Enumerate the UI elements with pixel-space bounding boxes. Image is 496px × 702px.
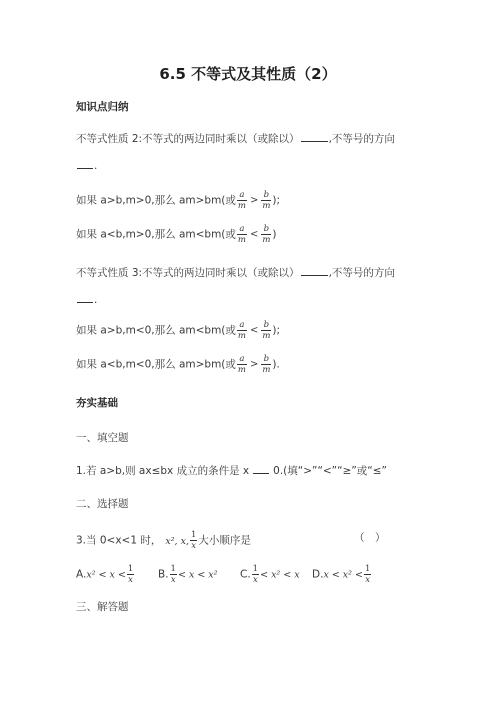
numerator: a bbox=[239, 354, 245, 364]
question-1-prefix: 1.若 a>b,则 ax≤bx 成立的条件是 x bbox=[76, 465, 250, 477]
numerator: b bbox=[263, 354, 270, 364]
fraction bbox=[237, 224, 247, 245]
numerator: 1 bbox=[190, 530, 197, 540]
question-3-suffix: 大小顺序是 bbox=[198, 534, 251, 547]
denominator: m bbox=[237, 201, 246, 211]
question-3-prefix: 3.当 0<x<1 时， bbox=[76, 534, 162, 547]
property-2-line bbox=[76, 130, 395, 146]
numerator: a bbox=[239, 190, 245, 200]
operator: > bbox=[249, 195, 259, 206]
section-heading-knowledge: 知识点归纳 bbox=[76, 101, 129, 113]
answer-blank bbox=[253, 462, 269, 474]
option-b bbox=[158, 564, 217, 585]
denominator: x bbox=[191, 541, 197, 551]
case-4 bbox=[76, 354, 280, 375]
property-2-text: 不等式性质 2:不等式的两边同时乘以（或除以） bbox=[76, 133, 300, 145]
case-2-prefix: 如果 a<b,m>0,那么 am<bm(或 bbox=[76, 228, 236, 241]
operator: < bbox=[249, 229, 259, 240]
option-b-label: B. bbox=[158, 568, 169, 581]
option-a bbox=[76, 564, 135, 585]
denominator: m bbox=[262, 235, 271, 245]
answer-blank bbox=[77, 157, 93, 169]
property-2-suffix: ,不等号的方向 bbox=[328, 133, 395, 145]
question-1 bbox=[76, 462, 387, 478]
numerator: b bbox=[263, 224, 270, 234]
operator: < bbox=[249, 325, 259, 336]
case-3-prefix: 如果 a>b,m<0,那么 am<bm(或 bbox=[76, 324, 236, 337]
option-c-label: C. bbox=[240, 568, 251, 581]
part-1-heading: 一、填空题 bbox=[76, 432, 129, 444]
case-2 bbox=[76, 224, 277, 245]
option-d-expr: x < x² < bbox=[323, 569, 363, 581]
fraction bbox=[261, 224, 271, 245]
denominator: m bbox=[237, 365, 246, 375]
property-2-line-2 bbox=[76, 157, 97, 172]
part-3-heading: 三、解答题 bbox=[76, 601, 129, 613]
property-3-line bbox=[76, 264, 395, 280]
numerator: a bbox=[239, 224, 245, 234]
fraction bbox=[190, 530, 197, 551]
case-3-suffix: ); bbox=[272, 324, 281, 337]
period: . bbox=[94, 160, 98, 172]
denominator: x bbox=[128, 575, 133, 585]
fraction bbox=[237, 354, 247, 375]
case-1-prefix: 如果 a>b,m>0,那么 am>bm(或 bbox=[76, 194, 236, 207]
numerator: b bbox=[263, 320, 270, 330]
denominator: m bbox=[237, 235, 246, 245]
page-title: 6.5 不等式及其性质（2） bbox=[159, 65, 337, 83]
numerator: 1 bbox=[364, 564, 371, 574]
case-1 bbox=[76, 190, 280, 211]
numerator: 1 bbox=[127, 564, 134, 574]
numerator: b bbox=[263, 190, 270, 200]
question-3 bbox=[76, 530, 251, 551]
fraction bbox=[261, 320, 271, 341]
case-4-prefix: 如果 a<b,m<0,那么 am>bm(或 bbox=[76, 358, 236, 371]
fraction bbox=[237, 320, 247, 341]
denominator: m bbox=[237, 331, 246, 341]
case-2-suffix: ) bbox=[272, 228, 277, 241]
section-heading-basic: 夯实基础 bbox=[76, 397, 118, 409]
fraction bbox=[252, 564, 259, 585]
option-b-expr: < x < x² bbox=[177, 569, 218, 581]
property-3-suffix: ,不等号的方向 bbox=[328, 267, 395, 279]
denominator: x bbox=[252, 575, 258, 585]
fraction bbox=[261, 190, 271, 211]
case-3 bbox=[76, 320, 280, 341]
answer-blank bbox=[77, 291, 93, 303]
case-4-suffix: ). bbox=[272, 358, 280, 371]
answer-parentheses: （ ） bbox=[354, 532, 386, 544]
fraction bbox=[127, 564, 134, 585]
option-d-label: D. bbox=[312, 568, 324, 581]
denominator: m bbox=[262, 331, 271, 341]
option-a-label: A. bbox=[76, 568, 87, 581]
denominator: x bbox=[365, 575, 371, 585]
option-d bbox=[312, 564, 372, 585]
denominator: m bbox=[262, 365, 271, 375]
operator: > bbox=[249, 359, 259, 370]
fraction bbox=[237, 190, 247, 211]
period: . bbox=[94, 294, 98, 306]
question-1-suffix: 0.(填“>”“<”“≥”或“≤” bbox=[273, 465, 387, 477]
part-2-heading: 二、选择题 bbox=[76, 498, 129, 510]
option-a-expr: x² < x < bbox=[86, 569, 126, 581]
numerator: a bbox=[239, 320, 245, 330]
answer-blank bbox=[301, 130, 328, 142]
property-3-text: 不等式性质 3:不等式的两边同时乘以（或除以） bbox=[76, 267, 300, 279]
fraction bbox=[170, 564, 177, 585]
numerator: 1 bbox=[252, 564, 259, 574]
answer-blank bbox=[301, 264, 328, 276]
denominator: x bbox=[170, 575, 176, 585]
fraction bbox=[364, 564, 371, 585]
property-3-line-2 bbox=[76, 291, 97, 306]
fraction bbox=[261, 354, 271, 375]
option-c bbox=[240, 564, 300, 585]
numerator: 1 bbox=[170, 564, 176, 574]
denominator: m bbox=[262, 201, 271, 211]
case-1-suffix: ); bbox=[272, 194, 281, 207]
question-3-vars: x², x, bbox=[165, 535, 189, 547]
option-c-expr: < x² < x bbox=[260, 569, 300, 581]
